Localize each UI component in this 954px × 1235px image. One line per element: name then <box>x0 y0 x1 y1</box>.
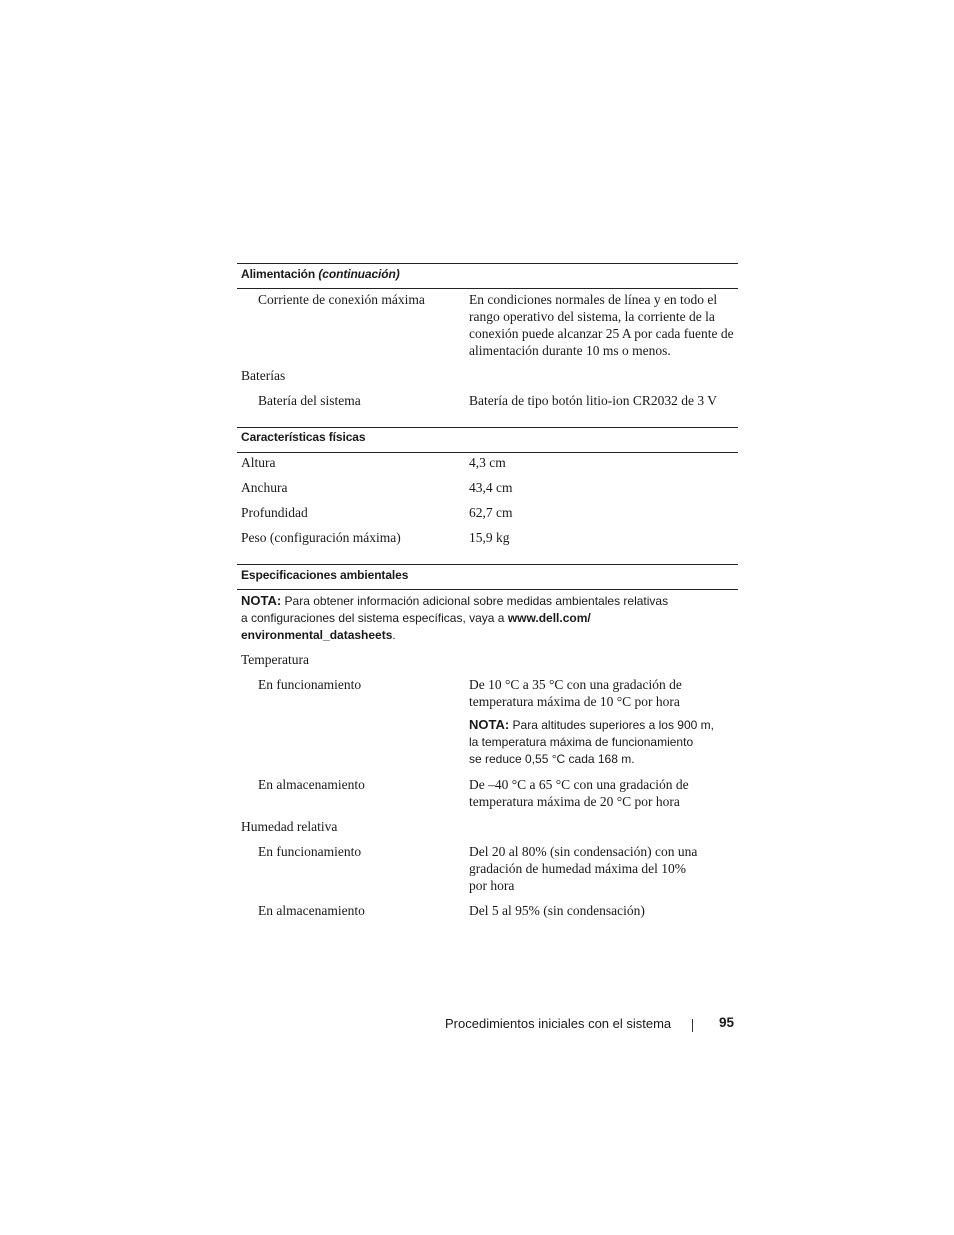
section-header-rule <box>237 288 738 289</box>
spec-value: De 10 °C a 35 °C con una gradación de temperatura máxima de 10 °C por hora <box>469 677 682 709</box>
subsection-label-temperature: Temperatura <box>241 652 310 667</box>
note-text: se reduce 0,55 °C cada 168 m. <box>469 752 635 766</box>
spec-value: 15,9 kg <box>469 530 510 545</box>
note-text: la temperatura máxima de funcionamiento <box>469 735 694 749</box>
spec-label: Peso (configuración máxima) <box>241 530 401 545</box>
section-header-rule <box>237 589 738 590</box>
spec-label: Profundidad <box>241 505 308 520</box>
spec-value: En condiciones normales de línea y en todo el rango operativo del sistema, la corriente de la conexión puede alcanzar 25 A por cada fuente de alimentación durante 10 ms o menos. <box>469 292 734 358</box>
spec-value: De –40 °C a 65 °C con una gradación de temperatura máxima de 20 °C por hora <box>469 777 689 809</box>
note-link[interactable]: www.dell.com/ <box>507 611 591 625</box>
spec-label: En funcionamiento <box>258 844 362 859</box>
note-link[interactable]: environmental_datasheets <box>241 628 393 642</box>
section-top-rule <box>237 427 738 428</box>
spec-label: Anchura <box>241 480 288 495</box>
footer-section-title: Procedimientos iniciales con el sistema <box>445 1016 672 1031</box>
note-label: NOTA: <box>241 593 282 608</box>
spec-value-line: por hora <box>469 878 515 893</box>
power-header-title: Alimentación <box>241 267 316 281</box>
spec-value: Batería de tipo botón litio-ion CR2032 de 3 V <box>469 393 717 408</box>
spec-label: Altura <box>241 455 276 470</box>
spec-value: Del 5 al 95% (sin condensación) <box>469 903 645 918</box>
section-header-environment: Especificaciones ambientales <box>241 568 409 582</box>
note-text: a configuraciones del sistema específicas, vaya a <box>241 611 508 625</box>
note-text: Para obtener información adicional sobre medidas ambientales relativas <box>284 594 669 608</box>
spec-value-line: Del 20 al 80% (sin condensación) con una <box>469 844 698 859</box>
footer-separator <box>692 1019 693 1032</box>
spec-value-line: gradación de humedad máxima del 10% <box>469 861 687 876</box>
spec-label: En almacenamiento <box>258 777 365 792</box>
note-text: Para altitudes superiores a los 900 m, <box>512 718 714 732</box>
note-label: NOTA: <box>469 717 510 732</box>
spec-value: 4,3 cm <box>469 455 506 470</box>
spec-label: En funcionamiento <box>258 677 362 692</box>
note-environment <box>241 592 721 644</box>
section-top-rule <box>237 263 738 264</box>
spec-value: 43,4 cm <box>469 480 513 495</box>
spec-label: En almacenamiento <box>258 903 365 918</box>
section-header-physical: Características físicas <box>241 430 366 444</box>
subsection-label-humidity: Humedad relativa <box>241 819 338 834</box>
page-number: 95 <box>719 1015 735 1030</box>
spec-value: 62,7 cm <box>469 505 513 520</box>
note-temperature <box>469 716 737 768</box>
spec-value <box>469 843 737 894</box>
power-header-continued: (continuación) <box>318 267 400 281</box>
note-text: . <box>392 628 396 642</box>
section-header-rule <box>237 452 738 453</box>
spec-label: Batería del sistema <box>258 393 361 408</box>
section-top-rule <box>237 564 738 565</box>
spec-label: Corriente de conexión máxima <box>258 292 425 307</box>
subsection-label-batteries: Baterías <box>241 368 286 383</box>
section-header-power <box>241 267 400 282</box>
